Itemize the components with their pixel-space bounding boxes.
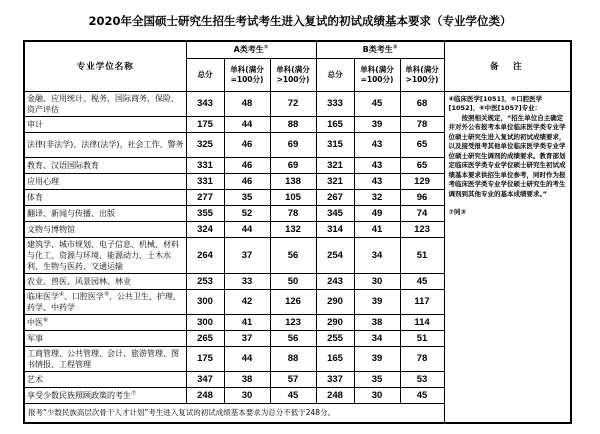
b-total-cell: 267	[316, 189, 354, 205]
col-header-group-b	[316, 41, 444, 58]
a-single-gt100-cell: 56	[270, 237, 316, 273]
b-single-gt100-cell: 65	[400, 132, 444, 157]
b-total-cell: 321	[316, 173, 354, 189]
col-header-degree-name: 专业学位名称	[24, 41, 186, 91]
degree-name-cell: 临床医学④、口腔医学⑤、公共卫生、护理、药学、中药学	[24, 289, 186, 314]
a-single100-cell: 37	[224, 330, 270, 346]
b-total-cell: 314	[316, 221, 354, 237]
b-single100-cell: 34	[354, 237, 400, 273]
b-total-cell: 321	[316, 157, 354, 173]
degree-name-cell: 艺术	[24, 371, 186, 387]
b-single-gt100-cell: 51	[400, 237, 444, 273]
a-single100-cell: 35	[224, 189, 270, 205]
col-header-group-a	[186, 41, 316, 58]
b-single-gt100-cell: 45	[400, 387, 444, 403]
a-single100-cell: 46	[224, 132, 270, 157]
col-header-b-total: 总分	[316, 58, 354, 91]
a-single-gt100-cell: 50	[270, 273, 316, 289]
footnote-marker: ④	[59, 290, 64, 297]
footer-note: 报考“少数民族高层次骨干人才计划”考生进入复试的初试成绩基本要求为总分不低于248分。	[24, 403, 444, 423]
footnote-marker: ⑥	[43, 316, 48, 323]
a-single-gt100-cell: 45	[270, 387, 316, 403]
footnote-marker-1: ①	[263, 44, 269, 51]
remark-heading: ④临床医学[1051]、⑤口腔医学[1052]、⑥中医[1057]专业：	[448, 94, 543, 112]
b-total-cell: 165	[316, 116, 354, 132]
b-single-gt100-cell: 96	[400, 189, 444, 205]
b-total-cell: 337	[316, 371, 354, 387]
group-a-label: A类考生	[233, 45, 264, 55]
b-single100-cell: 41	[354, 221, 400, 237]
score-requirements-table	[23, 40, 572, 424]
col-header-b-single-gt100: 单科(满分>100分)	[400, 58, 444, 91]
a-total-cell: 248	[186, 387, 224, 403]
b-total-cell: 315	[316, 132, 354, 157]
b-single100-cell: 30	[354, 273, 400, 289]
degree-name-cell: 农业、兽医、风景园林、林业	[24, 273, 186, 289]
b-single100-cell: 43	[354, 173, 400, 189]
a-total-cell: 300	[186, 314, 224, 330]
b-single100-cell: 32	[354, 189, 400, 205]
degree-name-cell: 应用心理	[24, 173, 186, 189]
b-single-gt100-cell: 129	[400, 173, 444, 189]
b-single-gt100-cell: 65	[400, 157, 444, 173]
table-body	[24, 91, 571, 423]
a-single-gt100-cell: 88	[270, 346, 316, 371]
b-single-gt100-cell: 53	[400, 371, 444, 387]
a-single-gt100-cell: 138	[270, 173, 316, 189]
b-single-gt100-cell: 78	[400, 116, 444, 132]
b-single-gt100-cell: 45	[400, 273, 444, 289]
a-single100-cell: 41	[224, 314, 270, 330]
a-single-gt100-cell: 57	[270, 371, 316, 387]
a-single100-cell: 48	[224, 91, 270, 116]
table-row	[24, 91, 571, 116]
footnote-marker: ⑦	[131, 389, 136, 396]
b-total-cell: 345	[316, 205, 354, 221]
a-total-cell: 355	[186, 205, 224, 221]
a-single-gt100-cell: 72	[270, 91, 316, 116]
b-total-cell: 254	[316, 237, 354, 273]
col-header-a-single100: 单科(满分=100分)	[224, 58, 270, 91]
b-single100-cell: 35	[354, 371, 400, 387]
b-single-gt100-cell: 123	[400, 221, 444, 237]
b-single100-cell: 38	[354, 314, 400, 330]
degree-name-cell: 军事	[24, 330, 186, 346]
b-total-cell: 248	[316, 387, 354, 403]
a-total-cell: 331	[186, 173, 224, 189]
a-total-cell: 277	[186, 189, 224, 205]
footnote-marker: ⑤	[103, 290, 109, 297]
a-single-gt100-cell: 132	[270, 221, 316, 237]
a-single100-cell: 46	[224, 173, 270, 189]
a-single100-cell: 46	[224, 157, 270, 173]
degree-name-cell: 金融、应用统计、税务、国际商务、保险、资产评估	[24, 91, 186, 116]
degree-name-cell: 法律(非法学)、法律(法学)、社会工作、警务	[24, 132, 186, 157]
a-single-gt100-cell: 56	[270, 330, 316, 346]
degree-name-cell: 工商管理、公共管理、会计、旅游管理、图书情报、工程管理	[24, 346, 186, 371]
b-single-gt100-cell: 51	[400, 330, 444, 346]
a-total-cell: 264	[186, 237, 224, 273]
a-single100-cell: 30	[224, 387, 270, 403]
col-header-a-total: 总分	[186, 58, 224, 91]
b-single100-cell: 49	[354, 205, 400, 221]
a-single100-cell: 44	[224, 116, 270, 132]
degree-name-cell: 建筑学、城市规划、电子信息、机械、材料与化工、资源与环境、能源动力、土木水利、生物与医药、交通运输	[24, 237, 186, 273]
b-total-cell: 165	[316, 346, 354, 371]
degree-name-cell: 享受少数民族照顾政策的考生⑦	[24, 387, 186, 403]
remark-extra: ⑦同③	[448, 208, 467, 216]
b-single100-cell: 39	[354, 116, 400, 132]
remark-cell	[444, 91, 571, 423]
a-total-cell: 343	[186, 91, 224, 116]
a-total-cell: 253	[186, 273, 224, 289]
a-single100-cell: 38	[224, 371, 270, 387]
a-single100-cell: 37	[224, 237, 270, 273]
a-single-gt100-cell: 69	[270, 157, 316, 173]
a-total-cell: 175	[186, 346, 224, 371]
col-header-remark: 备 注	[444, 41, 571, 91]
a-single-gt100-cell: 69	[270, 132, 316, 157]
a-total-cell: 265	[186, 330, 224, 346]
b-total-cell: 290	[316, 314, 354, 330]
b-single-gt100-cell: 74	[400, 205, 444, 221]
degree-name-cell: 文物与博物馆	[24, 221, 186, 237]
a-single-gt100-cell: 126	[270, 289, 316, 314]
b-total-cell: 255	[316, 330, 354, 346]
b-single100-cell: 34	[354, 330, 400, 346]
a-single-gt100-cell: 105	[270, 189, 316, 205]
col-header-b-single100: 单科(满分=100分)	[354, 58, 400, 91]
degree-name-cell: 翻译、新闻与传播、出版	[24, 205, 186, 221]
b-single100-cell: 43	[354, 157, 400, 173]
b-total-cell: 243	[316, 273, 354, 289]
b-single100-cell: 45	[354, 91, 400, 116]
b-single100-cell: 39	[354, 289, 400, 314]
a-total-cell: 300	[186, 289, 224, 314]
degree-name-cell: 教育、汉语国际教育	[24, 157, 186, 173]
a-single100-cell: 33	[224, 273, 270, 289]
a-total-cell: 347	[186, 371, 224, 387]
a-total-cell: 324	[186, 221, 224, 237]
b-total-cell: 333	[316, 91, 354, 116]
b-single100-cell: 39	[354, 346, 400, 371]
b-total-cell: 290	[316, 289, 354, 314]
footnote-marker-2: ②	[392, 44, 398, 51]
b-single100-cell: 30	[354, 387, 400, 403]
header-group-row	[24, 41, 571, 58]
a-total-cell: 175	[186, 116, 224, 132]
a-total-cell: 325	[186, 132, 224, 157]
b-single-gt100-cell: 117	[400, 289, 444, 314]
a-single-gt100-cell: 88	[270, 116, 316, 132]
degree-name-cell: 审计	[24, 116, 186, 132]
a-single100-cell: 42	[224, 289, 270, 314]
b-single-gt100-cell: 78	[400, 346, 444, 371]
degree-name-cell: 体育	[24, 189, 186, 205]
a-single100-cell: 44	[224, 221, 270, 237]
a-single100-cell: 52	[224, 205, 270, 221]
a-total-cell: 331	[186, 157, 224, 173]
b-single-gt100-cell: 68	[400, 91, 444, 116]
col-header-a-single-gt100: 单科(满分>100分)	[270, 58, 316, 91]
group-b-label: B类考生	[362, 45, 393, 55]
degree-name-cell: 中医⑥	[24, 314, 186, 330]
b-single-gt100-cell: 114	[400, 314, 444, 330]
a-single-gt100-cell: 78	[270, 205, 316, 221]
a-single-gt100-cell: 123	[270, 314, 316, 330]
page-title: 2020年全国硕士研究生招生考试考生进入复试的初试成绩基本要求（专业学位类）	[88, 14, 512, 28]
a-single100-cell: 44	[224, 346, 270, 371]
b-single100-cell: 43	[354, 132, 400, 157]
remark-body: 按照相关规定，“招生单位自主确定并对外公布报考本单位临床医学类专业学位硕士研究生进入复试的初试成绩要求，以及接受报考其他单位临床医学类专业学位硕士研究生调剂的成绩要求。教育部划定临床医学类专业学位硕士研究生初试成绩基本要求供招生单位参考，同时作为报考临床医学类专业学位硕士研究生的考生调剂到其他专业的基本成绩要求。”	[448, 113, 566, 198]
